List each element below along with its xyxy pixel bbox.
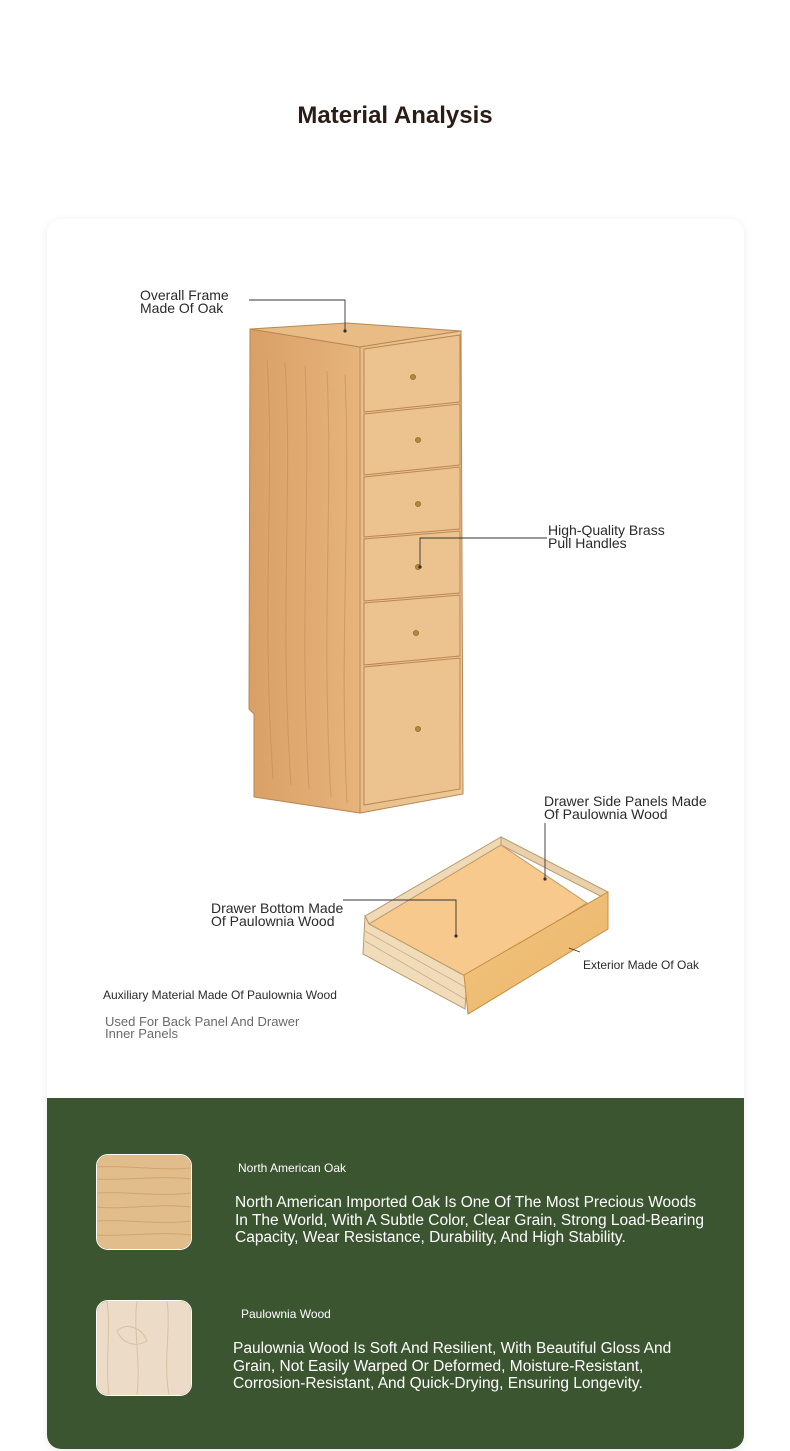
aux-material-title: Auxiliary Material Made Of Paulownia Wood bbox=[103, 988, 337, 1002]
callout-handles: High-Quality Brass Pull Handles bbox=[548, 522, 665, 551]
callout-drawer-bottom: Drawer Bottom Made Of Paulownia Wood bbox=[211, 900, 344, 929]
materials-panel bbox=[47, 1098, 744, 1449]
paulownia-swatch bbox=[96, 1300, 192, 1396]
callout-side-panels: Drawer Side Panels Made Of Paulownia Wood bbox=[544, 793, 707, 822]
paulownia-description: Paulownia Wood Is Soft And Resilient, With Beautiful Gloss And Grain, Not Easily Warped Or Deformed, Moisture-Resistant, Corrosion-Resistant, And Quick-Drying, Ensuring Longevity. bbox=[233, 1340, 672, 1392]
callout-frame: Overall Frame Made Of Oak bbox=[140, 287, 229, 316]
oak-swatch bbox=[96, 1154, 192, 1250]
cabinet-body bbox=[249, 323, 463, 813]
callout-exterior: Exterior Made Of Oak bbox=[583, 958, 700, 972]
oak-name: North American Oak bbox=[238, 1161, 347, 1175]
material-card bbox=[47, 219, 744, 1449]
paulownia-name: Paulownia Wood bbox=[241, 1307, 331, 1321]
drawer-illustration bbox=[363, 837, 608, 1014]
material-diagram bbox=[47, 219, 744, 1099]
oak-description: North American Imported Oak Is One Of The Most Precious Woods In The World, With A Subtle Color, Clear Grain, Strong Load-Bearing Capacity, Wear Resistance, Durability, And High Stability. bbox=[235, 1194, 704, 1246]
aux-material-desc: Used For Back Panel And Drawer Inner Panels bbox=[105, 1014, 300, 1041]
page-title: Material Analysis bbox=[297, 102, 493, 129]
